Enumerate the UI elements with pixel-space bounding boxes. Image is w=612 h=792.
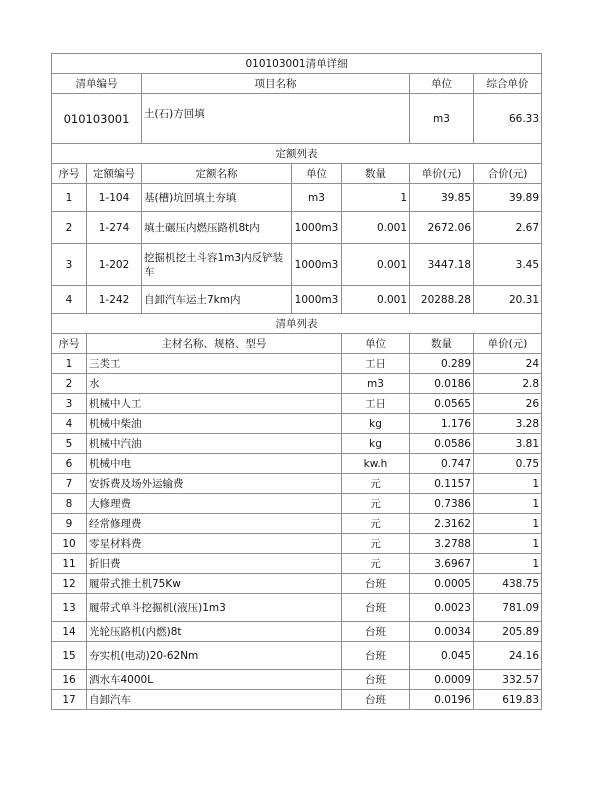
- price-label: 综合单价: [474, 74, 542, 94]
- material-price: 1: [474, 534, 542, 554]
- material-name: 机械中人工: [87, 394, 342, 414]
- materials-col-no: 序号: [52, 334, 87, 354]
- quota-name: 填土碾压内燃压路机8t内: [142, 212, 292, 244]
- material-unit: 元: [342, 474, 410, 494]
- material-name: 安拆费及场外运输费: [87, 474, 342, 494]
- bill-price: 66.33: [474, 94, 542, 144]
- quota-header-row: [52, 164, 542, 184]
- material-unit: 台班: [342, 670, 410, 690]
- quota-col-price: 单价(元): [410, 164, 474, 184]
- material-price: 1: [474, 474, 542, 494]
- material-name: 洒水车4000L: [87, 670, 342, 690]
- material-name: 夯实机(电动)20-62Nm: [87, 642, 342, 670]
- quota-total: 3.45: [474, 244, 542, 286]
- material-no: 7: [52, 474, 87, 494]
- material-price: 619.83: [474, 690, 542, 710]
- material-no: 15: [52, 642, 87, 670]
- unit-label: 单位: [410, 74, 474, 94]
- quota-unit: 1000m3: [292, 244, 342, 286]
- material-name: 水: [87, 374, 342, 394]
- quota-price: 20288.28: [410, 286, 474, 314]
- material-row: [52, 514, 542, 534]
- material-row: [52, 594, 542, 622]
- quota-code: 1-274: [87, 212, 142, 244]
- page-title: 010103001清单详细: [52, 54, 542, 74]
- material-price: 2.8: [474, 374, 542, 394]
- material-unit: 元: [342, 534, 410, 554]
- material-no: 10: [52, 534, 87, 554]
- material-qty: 0.0005: [410, 574, 474, 594]
- quota-col-name: 定额名称: [142, 164, 292, 184]
- material-name: 光轮压路机(内燃)8t: [87, 622, 342, 642]
- bill-code: 010103001: [52, 94, 142, 144]
- material-price: 1: [474, 494, 542, 514]
- material-qty: 0.0196: [410, 690, 474, 710]
- material-row: [52, 642, 542, 670]
- header-value-row: [52, 94, 542, 144]
- quota-row: [52, 212, 542, 244]
- material-unit: 元: [342, 554, 410, 574]
- material-no: 12: [52, 574, 87, 594]
- material-unit: 工日: [342, 394, 410, 414]
- material-qty: 1.176: [410, 414, 474, 434]
- material-row: [52, 690, 542, 710]
- quota-code: 1-104: [87, 184, 142, 212]
- material-row: [52, 374, 542, 394]
- quota-no: 3: [52, 244, 87, 286]
- materials-section-title: 清单列表: [52, 314, 542, 334]
- material-name: 经常修理费: [87, 514, 342, 534]
- bill-name: 土(石)方回填: [142, 94, 410, 144]
- material-qty: 0.289: [410, 354, 474, 374]
- material-name: 大修理费: [87, 494, 342, 514]
- quota-qty: 0.001: [342, 212, 410, 244]
- material-row: [52, 354, 542, 374]
- material-qty: 0.0009: [410, 670, 474, 690]
- bill-detail-table: [51, 53, 542, 710]
- material-no: 14: [52, 622, 87, 642]
- material-name: 自卸汽车: [87, 690, 342, 710]
- quota-price: 2672.06: [410, 212, 474, 244]
- quota-price: 3447.18: [410, 244, 474, 286]
- quota-name: 基(槽)坑回填土夯填: [142, 184, 292, 212]
- material-price: 332.57: [474, 670, 542, 690]
- material-price: 24.16: [474, 642, 542, 670]
- material-qty: 0.0023: [410, 594, 474, 622]
- material-row: [52, 534, 542, 554]
- material-unit: 工日: [342, 354, 410, 374]
- quota-col-code: 定额编号: [87, 164, 142, 184]
- material-unit: 台班: [342, 594, 410, 622]
- quota-unit: 1000m3: [292, 212, 342, 244]
- material-row: [52, 434, 542, 454]
- material-qty: 0.1157: [410, 474, 474, 494]
- quota-col-no: 序号: [52, 164, 87, 184]
- material-qty: 3.6967: [410, 554, 474, 574]
- material-unit: 元: [342, 494, 410, 514]
- quota-col-total: 合价(元): [474, 164, 542, 184]
- material-no: 5: [52, 434, 87, 454]
- material-row: [52, 394, 542, 414]
- material-no: 6: [52, 454, 87, 474]
- quota-section-title: 定额列表: [52, 144, 542, 164]
- quota-code: 1-202: [87, 244, 142, 286]
- material-no: 3: [52, 394, 87, 414]
- material-row: [52, 494, 542, 514]
- material-no: 8: [52, 494, 87, 514]
- code-label: 清单编号: [52, 74, 142, 94]
- material-name: 机械中电: [87, 454, 342, 474]
- material-qty: 0.0186: [410, 374, 474, 394]
- quota-total: 2.67: [474, 212, 542, 244]
- material-unit: 台班: [342, 642, 410, 670]
- material-qty: 3.2788: [410, 534, 474, 554]
- material-row: [52, 474, 542, 494]
- material-name: 履带式推土机75Kw: [87, 574, 342, 594]
- materials-col-price: 单价(元): [474, 334, 542, 354]
- material-row: [52, 454, 542, 474]
- material-unit: 元: [342, 514, 410, 534]
- quota-unit: m3: [292, 184, 342, 212]
- material-price: 781.09: [474, 594, 542, 622]
- materials-col-name: 主材名称、规格、型号: [87, 334, 342, 354]
- material-name: 机械中汽油: [87, 434, 342, 454]
- material-price: 3.81: [474, 434, 542, 454]
- material-unit: 台班: [342, 574, 410, 594]
- materials-section-row: [52, 314, 542, 334]
- quota-row: [52, 286, 542, 314]
- materials-col-qty: 数量: [410, 334, 474, 354]
- material-row: [52, 554, 542, 574]
- header-label-row: [52, 74, 542, 94]
- quota-row: [52, 244, 542, 286]
- material-row: [52, 414, 542, 434]
- material-price: 438.75: [474, 574, 542, 594]
- material-unit: kg: [342, 434, 410, 454]
- material-name: 三类工: [87, 354, 342, 374]
- material-qty: 0.747: [410, 454, 474, 474]
- material-price: 205.89: [474, 622, 542, 642]
- material-price: 3.28: [474, 414, 542, 434]
- quota-qty: 0.001: [342, 244, 410, 286]
- bill-unit: m3: [410, 94, 474, 144]
- quota-total: 39.89: [474, 184, 542, 212]
- material-row: [52, 622, 542, 642]
- name-label: 项目名称: [142, 74, 410, 94]
- quota-unit: 1000m3: [292, 286, 342, 314]
- material-unit: 台班: [342, 622, 410, 642]
- material-row: [52, 574, 542, 594]
- quota-name: 挖掘机挖土斗容1m3内反铲装车: [142, 244, 292, 286]
- material-qty: 0.0565: [410, 394, 474, 414]
- material-unit: 台班: [342, 690, 410, 710]
- quota-qty: 1: [342, 184, 410, 212]
- title-row: [52, 54, 542, 74]
- quota-price: 39.85: [410, 184, 474, 212]
- material-name: 履带式单斗挖掘机(液压)1m3: [87, 594, 342, 622]
- quota-name: 自卸汽车运土7km内: [142, 286, 292, 314]
- material-no: 1: [52, 354, 87, 374]
- material-no: 16: [52, 670, 87, 690]
- material-name: 零星材料费: [87, 534, 342, 554]
- material-price: 0.75: [474, 454, 542, 474]
- quota-qty: 0.001: [342, 286, 410, 314]
- material-price: 1: [474, 514, 542, 534]
- material-price: 26: [474, 394, 542, 414]
- quota-no: 4: [52, 286, 87, 314]
- material-no: 2: [52, 374, 87, 394]
- material-unit: m3: [342, 374, 410, 394]
- quota-total: 20.31: [474, 286, 542, 314]
- quota-col-qty: 数量: [342, 164, 410, 184]
- quota-no: 1: [52, 184, 87, 212]
- material-no: 11: [52, 554, 87, 574]
- material-unit: kw.h: [342, 454, 410, 474]
- material-row: [52, 670, 542, 690]
- material-no: 13: [52, 594, 87, 622]
- material-no: 17: [52, 690, 87, 710]
- material-unit: kg: [342, 414, 410, 434]
- table-body: [52, 54, 542, 710]
- materials-col-unit: 单位: [342, 334, 410, 354]
- material-qty: 0.7386: [410, 494, 474, 514]
- material-no: 4: [52, 414, 87, 434]
- materials-header-row: [52, 334, 542, 354]
- material-qty: 0.0034: [410, 622, 474, 642]
- quota-section-row: [52, 144, 542, 164]
- material-no: 9: [52, 514, 87, 534]
- quota-no: 2: [52, 212, 87, 244]
- material-qty: 2.3162: [410, 514, 474, 534]
- material-name: 机械中柴油: [87, 414, 342, 434]
- quota-col-unit: 单位: [292, 164, 342, 184]
- material-price: 24: [474, 354, 542, 374]
- material-name: 折旧费: [87, 554, 342, 574]
- material-qty: 0.045: [410, 642, 474, 670]
- material-qty: 0.0586: [410, 434, 474, 454]
- material-price: 1: [474, 554, 542, 574]
- quota-row: [52, 184, 542, 212]
- quota-code: 1-242: [87, 286, 142, 314]
